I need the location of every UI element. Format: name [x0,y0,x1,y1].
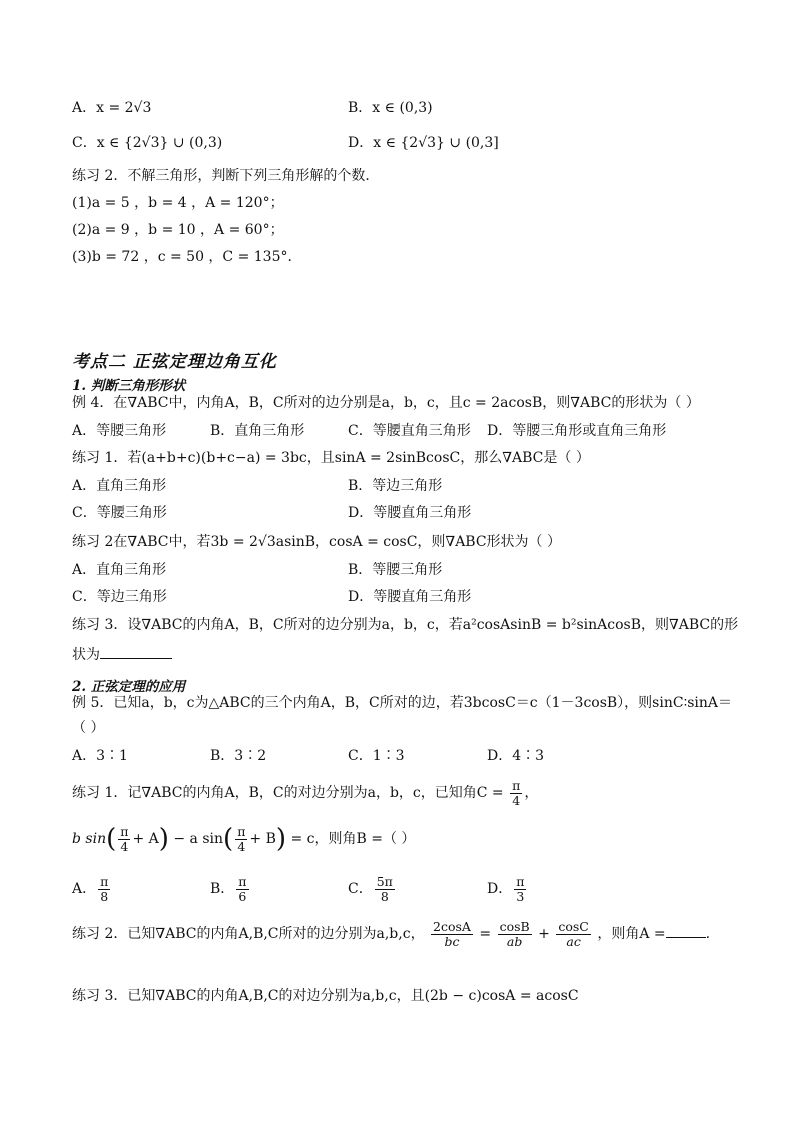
q1-plus-b: + B [249,831,276,847]
answer-blank[interactable] [100,658,172,659]
q1-frac-b: $\frac{\pi}{4}$ [237,823,246,854]
practice1-stem: 练习 1．若(a+b+c)(b+c−a) = 3bc，且sinA = 2sinBcosC，那么∇ABC是（ ） [72,450,590,466]
section-heading: 考点二 正弦定理边角互化 [72,352,277,372]
q2-frac1: $\frac{2\cos A}{bc}$ [433,918,471,949]
option-d: D．x ∈ {2√3} ∪ (0,3] [348,135,499,151]
q1-line2: b sin( $\frac{\pi}{4}$ + A) − a sin( $\frac{\pi}{4}$ + B) = c，则角B =（ ） [72,823,416,854]
option-a: A．x = 2√3 [72,100,152,116]
practice2-item1: (1)a = 5 ，b = 4 ，A = 120°； [72,195,284,211]
practice2b-option-c: C．等边三角形 [72,589,167,605]
practice2-item3: (3)b = 72 ，c = 50 ，C = 135°． [72,249,302,265]
q2-frac2: $\frac{\cos B}{ab}$ [499,918,530,949]
example5-stem: 例 5．已知a，b，c为△ABC的三个内角A，B，C所对的边，若3bcosC＝c（1－3cosB），则sinC∶sinA＝ [72,695,733,711]
practice2-item2: (2)a = 9 ，b = 10 ，A = 60°； [72,222,284,238]
q1-frac-a: $\frac{\pi}{4}$ [120,823,129,854]
practice3-stem-line2 [72,645,172,665]
q1-line1 [72,778,538,808]
practice1-option-b: B．等边三角形 [348,478,443,494]
q1-option-a: A． $\frac{\pi}{8}$ [72,873,109,904]
option-b: B．x ∈ (0,3) [348,100,433,116]
q1-angle-fraction [510,779,522,808]
practice3-stem: 练习 3．设∇ABC的内角A，B，C所对的边分别为a，b，c，若a²cosAsinB = b²sinAcosB，则∇ABC的形 [72,617,739,633]
example5-option-a: A．3∶1 [72,748,128,764]
practice2b-stem: 练习 2在∇ABC中，若3b = 2√3asinB，cosA = cosC，则∇ABC形状为（ ） [72,534,562,550]
q1-option-d: D． $\frac{\pi}{3}$ [487,873,525,904]
option-c: C．x ∈ {2√3} ∪ (0,3) [72,135,223,151]
subheading-2: 2. 正弦定理的应用 [72,679,186,695]
example5-option-d: D．4∶3 [487,748,545,764]
example4-option-a: A．等腰三角形 [72,423,167,439]
practice2b-option-a: A．直角三角形 [72,562,167,578]
q3-stem: 练习 3．已知∇ABC的内角A,B,C的对边分别为a,b,c，且(2b − c)cosA = acosC [72,988,579,1004]
practice1-option-d: D．等腰直角三角形 [348,505,472,521]
example5-option-b: B．3∶2 [210,748,267,764]
q2-line: 练习 2．已知∇ABC的内角A,B,C所对的边分别为a,b,c， $\frac{2\cos A}{bc}$ = $\frac{\cos B}{ab}$ + $\frac{\cos C}{ac}$ ，则角A = . [72,918,711,949]
example5-option-c: C．1∶3 [348,748,405,764]
q1-line2-post: = c，则角B =（ ） [290,831,416,847]
practice2b-option-d: D．等腰直角三角形 [348,589,472,605]
subheading-1: 1. 判断三角形形状 [72,378,186,394]
practice1-option-a: A．直角三角形 [72,478,167,494]
example4-stem: 例 4．在∇ABC中，内角A，B，C所对的边分别是a，b，c，且c = 2acosB，则∇ABC的形状为（ ） [72,395,700,411]
example4-option-b: B．直角三角形 [210,423,305,439]
q1-frac-num: π [512,777,521,793]
practice2-title: 练习 2．不解三角形，判断下列三角形解的个数． [72,168,380,184]
q2-frac3: $\frac{\cos C}{ac}$ [558,918,589,949]
q1-b-sin: b sin [72,831,107,847]
practice2b-option-b: B．等腰三角形 [348,562,443,578]
q1-option-c: C． $\frac{5\pi}{8}$ [348,873,393,904]
q2-answer-blank[interactable] [666,937,706,938]
practice3-stem2: 状为 [72,647,100,663]
q1-stem-pre: 练习 1．记∇ABC的内角A，B，C的对边分别为a，b，c，已知角C = [72,785,504,801]
q2-pre: 练习 2．已知∇ABC的内角A,B,C所对的边分别为a,b,c， [72,926,425,942]
q1-stem-post: ， [524,785,539,801]
q2-post: ，则角A = [597,926,666,942]
example4-option-d: D．等腰三角形或直角三角形 [487,423,667,439]
q1-option-b: B． $\frac{\pi}{6}$ [210,873,247,904]
q1-minus-asin: − a sin [173,831,224,847]
example5-stem2: （ ） [72,720,105,736]
example4-option-c: C．等腰直角三角形 [348,423,471,439]
q1-frac-den: 4 [512,792,521,808]
q1-plus-a: + A [132,831,159,847]
practice1-option-c: C．等腰三角形 [72,505,167,521]
